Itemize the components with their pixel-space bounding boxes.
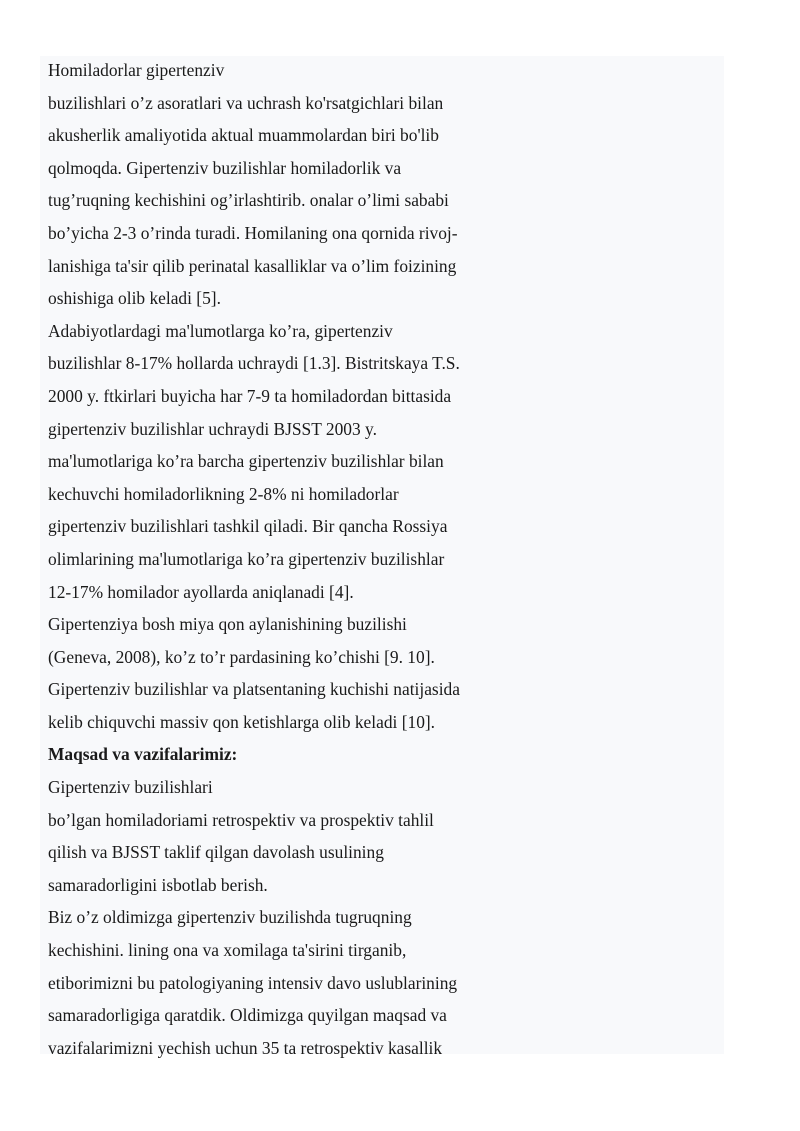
text-line: Gipertenziya bosh miya qon aylanishining buzilishi — [48, 614, 407, 635]
text-line: tug’ruqning kechishini og’irlashtirib. onalar o’limi sababi — [48, 190, 449, 211]
text-line: bo’lgan homiladoriami retrospektiv va prospektiv tahlil — [48, 809, 434, 830]
text-line: kelib chiquvchi massiv qon ketishlarga olib keladi [10]. — [48, 711, 436, 732]
text-line: Homiladorlar gipertenziv — [48, 60, 225, 80]
text-line: ma'lumotlariga ko’ra barcha gipertenziv buzilishlar bilan — [48, 451, 444, 472]
text-line: Gipertenziv buzilishlar va platsentaning kuchishi natijasida — [48, 679, 460, 700]
text-line: kechuvchi homiladorlikning 2-8% ni homiladorlar — [48, 483, 399, 504]
text-line: Adabiyotlardagi ma'lumotlarga ko’ra, gipertenziv — [48, 320, 393, 341]
text-line: buzilishlar 8-17% hollarda uchraydi [1.3]. Bistritskaya T.S. — [48, 353, 460, 374]
text-line: samaradorligini isbotlab berish. — [48, 874, 268, 895]
text-line: samaradorligiga qaratdik. Oldimizga quyilgan maqsad va — [48, 1005, 447, 1026]
section-heading: Maqsad va vazifalarimiz: — [48, 744, 238, 765]
text-line: buzilishlari o’z asoratlari va uchrash ko'rsatgichlari bilan — [48, 92, 444, 113]
text-line: bo’yicha 2-3 o’rinda turadi. Homilaning ona qornida rivoj- — [48, 222, 458, 243]
text-line: olimlarining ma'lumotlariga ko’ra gipertenziv buzilishlar — [48, 548, 445, 569]
text-line: oshishiga olib keladi [5]. — [48, 288, 221, 309]
text-line: etiborimizni bu patologiyaning intensiv davo uslublarining — [48, 972, 458, 993]
text-line: 2000 y. ftkirlari buyicha har 7-9 ta homiladordan bittasida — [48, 385, 452, 406]
text-line: gipertenziv buzilishlar uchraydi BJSST 2003 y. — [48, 418, 377, 439]
text-line: Biz o’z oldimizga gipertenziv buzilishda tugruqning — [48, 907, 412, 928]
text-line: (Geneva, 2008), ko’z to’r pardasining ko’chishi [9. 10]. — [48, 646, 435, 667]
text-line: kechishini. lining ona va xomilaga ta'sirini tirganib, — [48, 940, 407, 961]
text-line: lanishiga ta'sir qilib perinatal kasalliklar va o’lim foizining — [48, 255, 457, 276]
text-line: akusherlik amaliyotida aktual muammolardan biri bo'lib — [48, 125, 439, 146]
text-line: vazifalarimizni yechish uchun 35 ta retrospektiv kasallik — [48, 1037, 443, 1058]
text-line: qolmoqda. Gipertenziv buzilishlar homiladorlik va — [48, 157, 402, 178]
text-line: qilish va BJSST taklif qilgan davolash usulining — [48, 842, 384, 863]
text-line: Gipertenziv buzilishlari — [48, 777, 213, 798]
document-text — [48, 54, 548, 1064]
text-line: gipertenziv buzilishlari tashkil qiladi. Bir qancha Rossiya — [48, 516, 448, 537]
text-line: 12-17% homilador ayollarda aniqlanadi [4]. — [48, 581, 354, 602]
